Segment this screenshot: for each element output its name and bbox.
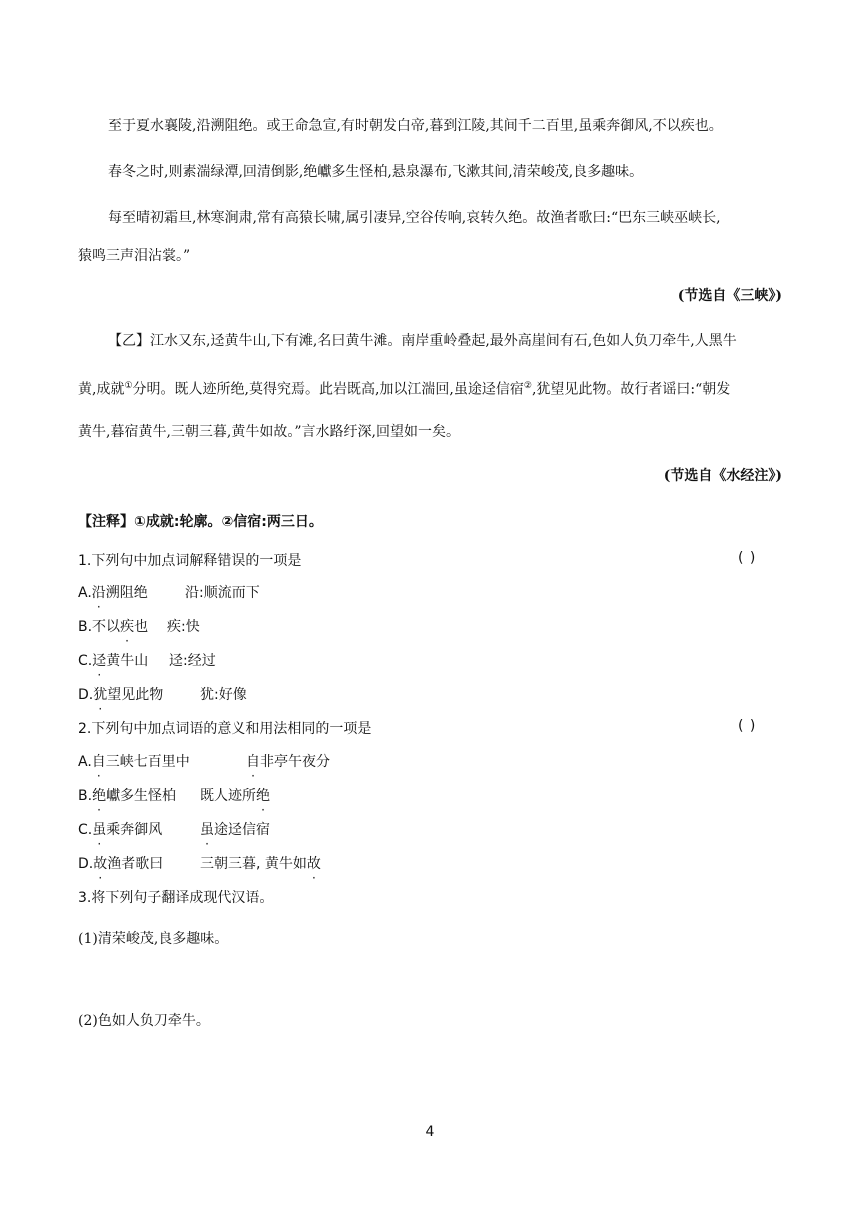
passage-a-paragraph-2: 春冬之时,则素湍绿潭,回清倒影,绝巘多生怪柏,悬泉瀑布,飞漱其间,清荣峻茂,良多趣味。: [108, 164, 644, 180]
question-1-option-a[interactable]: [78, 582, 148, 602]
question-3-sentence-2: (2)色如人负刀牵牛。: [78, 1013, 210, 1029]
option-text: B.不以: [78, 619, 121, 635]
dotted-word: 沿: [91, 585, 106, 601]
dotted-word: 故: [306, 856, 321, 872]
passage-b-line-1: 【乙】江水又东,迳黄牛山,下有滩,名曰黄牛滩。南岸重岭叠起,最外高崖间有石,色如人负刀牵牛,人黑牛: [108, 333, 737, 349]
option-text: 黄牛山: [106, 653, 149, 669]
question-1-option-a-explanation: 沿:顺流而下: [185, 585, 260, 601]
question-3-sentence-1: (1)清荣峻茂,良多趣味。: [78, 931, 229, 947]
option-text: 溯阻绝: [105, 585, 148, 601]
option-text: 非亭午夜分: [260, 754, 330, 770]
question-1-option-c[interactable]: [78, 650, 148, 670]
option-text: 三峡七百里中: [105, 754, 190, 770]
question-2-option-a-compare: [246, 751, 330, 771]
question-1-option-d[interactable]: [78, 684, 163, 704]
footnote-marker-1: ①: [124, 381, 133, 391]
option-text: 乘奔御风: [106, 822, 163, 838]
option-label: D.: [78, 856, 94, 872]
option-text: 巘多生怪柏: [106, 788, 177, 804]
passage-b-line-2-part-a: 黄,成就: [78, 381, 125, 398]
question-1-option-d-explanation: 犹:好像: [200, 687, 247, 703]
option-label: A.: [78, 754, 92, 770]
option-label: A.: [78, 585, 92, 601]
passage-b-source: (节选自《水经注》): [663, 468, 782, 484]
passage-b-line-2: [78, 376, 730, 400]
option-text: 三朝三暮, 黄牛如: [200, 856, 307, 872]
notes: 【注释】①成就:轮廓。②信宿:两三日。: [78, 514, 323, 530]
question-2-option-b[interactable]: [78, 785, 176, 805]
dotted-word: 绝: [256, 788, 270, 804]
option-label: C.: [78, 822, 93, 838]
passage-a-paragraph-1: 至于夏水襄陵,沿溯阻绝。或王命急宣,有时朝发白帝,暮到江陵,其间千二百里,虽乘奔御风,不以疾也。: [108, 118, 723, 134]
question-2-option-c[interactable]: [78, 819, 162, 839]
question-1-answer-bracket[interactable]: ( ): [738, 550, 757, 566]
dotted-word: 自: [91, 754, 106, 770]
option-label: C.: [78, 653, 93, 669]
dotted-word: 故: [93, 856, 108, 872]
dotted-word: 犹: [93, 687, 108, 703]
question-1-stem: 1.下列句中加点词解释错误的一项是: [78, 553, 302, 569]
question-1-option-b[interactable]: [78, 616, 148, 636]
passage-b-line-2-part-c: ,犹望见此物。故行者谣曰:“朝发: [531, 381, 731, 398]
question-2-option-a[interactable]: [78, 751, 190, 771]
footnote-marker-2: ②: [523, 381, 532, 391]
dotted-word: 虽: [92, 822, 107, 838]
dotted-word: 自: [246, 754, 260, 770]
dotted-word: 迳: [92, 653, 107, 669]
passage-a-paragraph-3-line-2: 猿鸣三声泪沾裳。”: [78, 248, 191, 264]
option-text: 途迳信宿: [214, 822, 270, 838]
passage-a-source: (节选自《三峡》): [677, 288, 782, 304]
dotted-word: 虽: [200, 822, 214, 838]
question-2-option-b-compare: [200, 785, 270, 805]
question-2-option-c-compare: [200, 819, 270, 839]
passage-b-line-2-part-b: 分明。既人迹所绝,莫得究焉。此岩既高,加以江湍回,虽途迳信宿: [132, 381, 524, 398]
option-text: 也: [134, 619, 149, 635]
dotted-word: 绝: [92, 788, 107, 804]
question-2-answer-bracket[interactable]: ( ): [738, 718, 757, 734]
question-3-stem: 3.将下列句子翻译成现代汉语。: [78, 890, 274, 906]
question-1-option-c-explanation: 迳:经过: [169, 653, 216, 669]
passage-b-line-3: 黄牛,暮宿黄牛,三朝三暮,黄牛如故。”言水路纡深,回望如一矣。: [78, 424, 460, 440]
option-label: D.: [78, 687, 94, 703]
option-text: 既人迹所: [200, 788, 256, 804]
dotted-word: 疾: [120, 619, 135, 635]
question-2-stem: 2.下列句中加点词语的意义和用法相同的一项是: [78, 721, 372, 737]
page-number: 4: [425, 1124, 435, 1140]
passage-a-paragraph-3-line-1: 每至晴初霜旦,林寒涧肃,常有高猿长啸,属引凄异,空谷传响,哀转久绝。故渔者歌曰:“巴东三峡巫峡长,: [108, 210, 721, 226]
option-text: 渔者歌曰: [107, 856, 164, 872]
option-label: B.: [78, 788, 93, 804]
option-text: 望见此物: [107, 687, 164, 703]
question-1-option-b-explanation: 疾:快: [167, 619, 200, 635]
question-2-option-d-compare: [200, 853, 321, 873]
question-2-option-d[interactable]: [78, 853, 163, 873]
